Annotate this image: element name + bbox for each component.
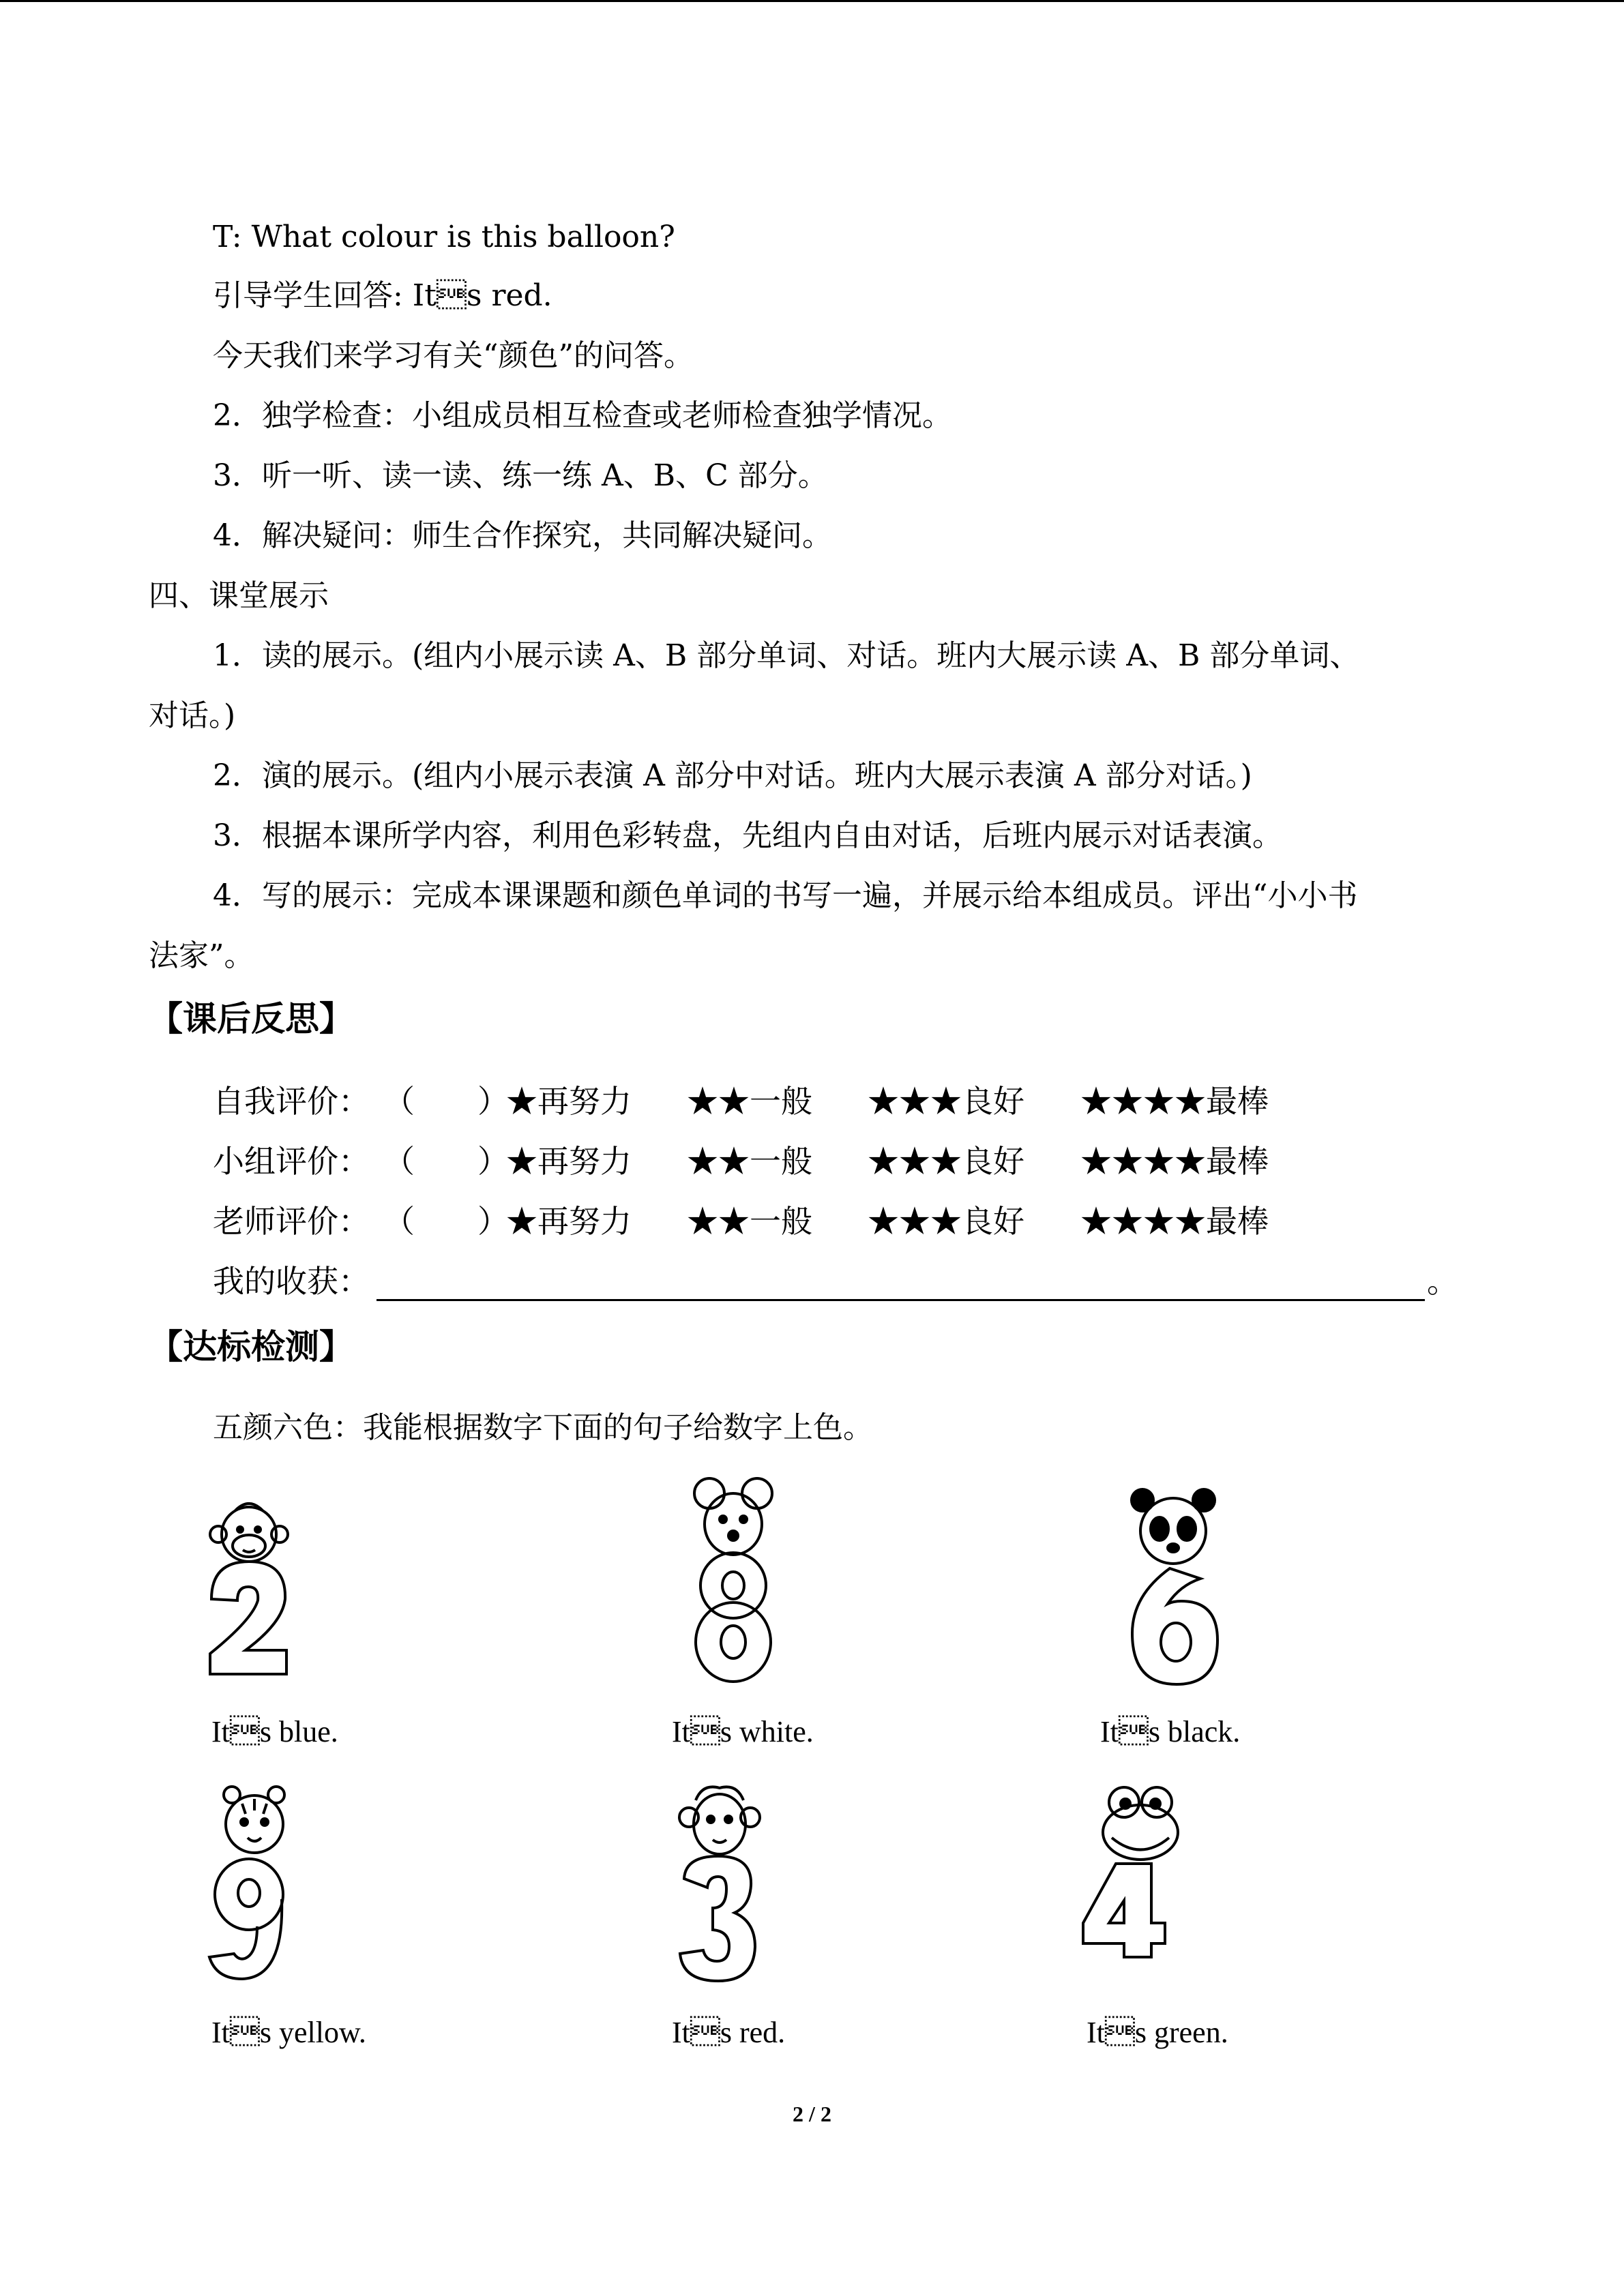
page-top-border (0, 0, 1624, 2)
rating-2: ★★一般 (687, 1083, 812, 1120)
caption-green: Its green. (1087, 2016, 1228, 2049)
rating-4: ★★★★最棒 (1080, 1143, 1269, 1180)
tiger-nine-drawing (201, 1780, 304, 1984)
figure-frog-digit-4[interactable] (1076, 1783, 1206, 1960)
rating-2: ★★一般 (687, 1203, 812, 1240)
panda-six-drawing (1119, 1480, 1235, 1691)
sheep-three-drawing (672, 1780, 767, 1984)
caption-red: Its red. (672, 2016, 786, 2049)
caption-white: Its white. (672, 1715, 814, 1748)
display-reading-cont: 对话。) (149, 698, 236, 733)
frog-four-drawing (1076, 1783, 1206, 1960)
step-solve-questions: 4．解决疑问：师生合作探究，共同解决疑问。 (213, 518, 832, 553)
eval-label: 自我评价： (213, 1083, 370, 1120)
figure-sheep-digit-3[interactable] (672, 1780, 767, 1984)
figure-panda-digit-6[interactable] (1119, 1480, 1235, 1691)
eval-blank[interactable]: （ ） (383, 1083, 509, 1120)
display-reading: 1．读的展示。(组内小展示读 A、B 部分单词、对话。班内大展示读 A、B 部分单词、 (213, 638, 1360, 673)
figure-mouse-digit-8[interactable] (679, 1466, 788, 1691)
eval-blank[interactable]: （ ） (383, 1143, 509, 1180)
section-class-display: 四、课堂展示 (149, 578, 329, 613)
rating-1: ★再努力 (506, 1143, 632, 1180)
harvest-answer-line[interactable] (377, 1299, 1425, 1301)
caption-yellow: Its yellow. (211, 2016, 366, 2049)
step-listen-read: 3．听一听、读一读、练一练 A、B、C 部分。 (213, 458, 828, 493)
page-number: 2 / 2 (793, 2102, 831, 2126)
rating-1: ★再努力 (506, 1083, 632, 1120)
eval-blank[interactable]: （ ） (383, 1203, 509, 1240)
caption-black: Its black. (1100, 1715, 1241, 1748)
step-self-check: 2．独学检查：小组成员相互检查或老师检查独学情况。 (213, 398, 952, 433)
teacher-question: T: What colour is this balloon? (213, 220, 675, 254)
figure-tiger-digit-9[interactable] (201, 1780, 304, 1984)
display-color-wheel: 3．根据本课所学内容，利用色彩转盘，先组内自由对话，后班内展示对话表演。 (213, 818, 1282, 853)
display-writing-cont: 法家”。 (149, 938, 254, 973)
harvest-label: 我的收获： (213, 1263, 370, 1300)
rating-3: ★★★良好 (868, 1203, 1024, 1240)
caption-blue: Its blue. (211, 1715, 338, 1748)
test-instruction: 五颜六色：我能根据数字下面的句子给数字上色。 (213, 1410, 873, 1445)
rating-4: ★★★★最棒 (1080, 1083, 1269, 1120)
mouse-eight-drawing (679, 1466, 788, 1691)
display-writing: 4．写的展示：完成本课课题和颜色单词的书写一遍，并展示给本组成员。评出“小小书 (213, 878, 1358, 913)
figure-monkey-digit-2[interactable] (198, 1483, 314, 1681)
rating-3: ★★★良好 (868, 1083, 1024, 1120)
reflection-heading: 【课后反思】 (149, 999, 353, 1039)
guide-answer: 引导学生回答: Its red. (213, 278, 552, 313)
monkey-two-drawing (198, 1483, 314, 1681)
test-heading: 【达标检测】 (149, 1327, 353, 1367)
today-topic: 今天我们来学习有关“颜色”的问答。 (213, 338, 694, 373)
display-acting: 2．演的展示。(组内小展示表演 A 部分中对话。班内大展示表演 A 部分对话。) (213, 758, 1252, 793)
rating-4: ★★★★最棒 (1080, 1203, 1269, 1240)
eval-label: 老师评价： (213, 1203, 370, 1240)
eval-label: 小组评价： (213, 1143, 370, 1180)
rating-2: ★★一般 (687, 1143, 812, 1180)
harvest-end: 。 (1427, 1263, 1458, 1300)
rating-3: ★★★良好 (868, 1143, 1024, 1180)
rating-1: ★再努力 (506, 1203, 632, 1240)
